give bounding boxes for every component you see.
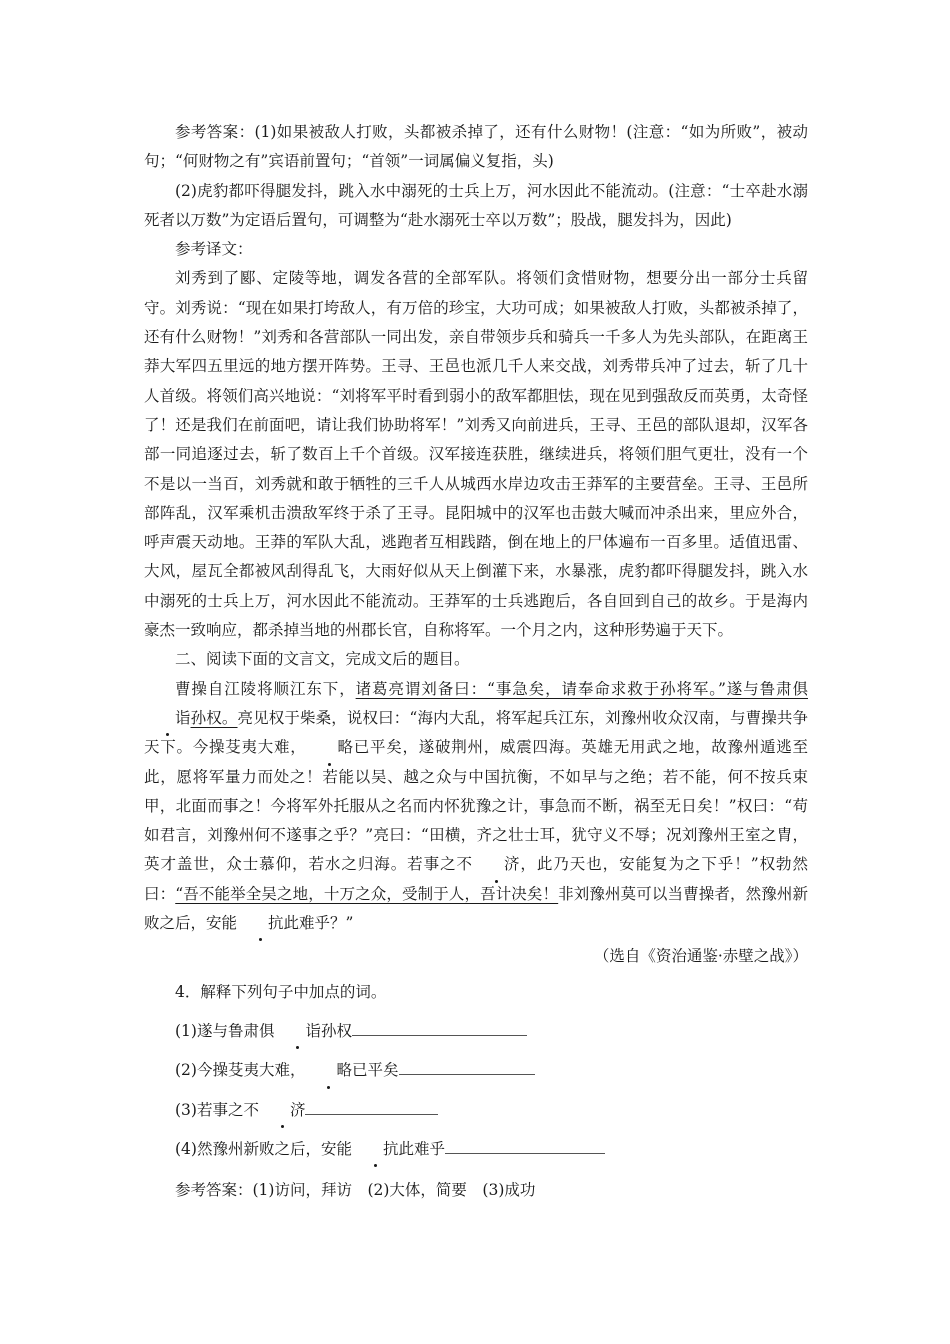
item-text: 此难乎 bbox=[398, 1139, 445, 1158]
question-4-item-2 bbox=[144, 1056, 808, 1085]
passage-text: 亮见权于柴桑，说权曰：“海内大乱，将军起兵江东，刘豫州收众汉南，与曹操共争天下。今操芟夷大难， bbox=[144, 708, 808, 757]
answer-blank[interactable] bbox=[445, 1135, 605, 1154]
answer-blank[interactable] bbox=[305, 1096, 438, 1115]
dotted-word: 济 bbox=[473, 850, 520, 879]
passage-text: 此难乎？” bbox=[283, 914, 354, 933]
source-citation: （选自《资治通鉴·赤壁之战》） bbox=[593, 947, 808, 966]
passage-text: 已平矣，遂破荆州，威震四海。英雄无用武之地，故豫州遁逃至此，愿将军量力而处之！若能以吴、越之众与中国抗衡，不如早与之绝；若不能，何不按兵束甲，北面而事之！今将军外托服从之名而内怀犹豫之计，事急而不断，祸至无日矣！”权曰：“苟如君言，刘豫州何不遂事之乎？”亮曰：“田横，齐之壮士耳，犹守义不辱；况刘豫州王室之胄，英才盖世，众士慕仰，若水之归海。若事之不 bbox=[144, 738, 808, 874]
section-heading: 二、阅读下面的文言文，完成文后的题目。 bbox=[175, 650, 470, 669]
dotted-word: 抗 bbox=[352, 1135, 399, 1164]
dotted-word: 略 bbox=[307, 733, 354, 762]
dotted-word: 诣 bbox=[274, 1017, 321, 1046]
dotted-word: 诣 bbox=[144, 704, 191, 733]
passage-text: ，此乃天也，安能复为之下乎！”权勃然曰： bbox=[144, 855, 808, 903]
passage-text: 孙权。 bbox=[190, 708, 238, 727]
passage-text: 曹操自江陵将顺江东下， bbox=[175, 679, 356, 698]
passage-text: 诸葛亮谓刘备曰：“事急矣，请奉命求救于孙将军。”遂与鲁肃俱 bbox=[355, 679, 808, 698]
item-text: (3)若事之不 bbox=[175, 1100, 259, 1119]
question-4-title: 4．解释下列句子中加点的词。 bbox=[175, 982, 387, 1001]
answer-4: 参考答案：(1)访问，拜访 (2)大体，简要 (3)成功 bbox=[175, 1181, 536, 1200]
question-4-item-3 bbox=[144, 1096, 808, 1125]
item-text: 孙权 bbox=[320, 1021, 352, 1040]
question-4-item-1 bbox=[144, 1017, 808, 1046]
item-text: 已平矣 bbox=[351, 1061, 399, 1080]
answer-blank[interactable] bbox=[352, 1017, 527, 1036]
passage-text: 非刘豫州莫可以当曹操者，然豫州新败之后，安能 bbox=[144, 884, 808, 933]
item-text: (2)今操芟夷大难， bbox=[175, 1061, 306, 1080]
answer-2: (2)虎豹都吓得腿发抖，跳入水中溺死的士兵上万，河水因此不能流动。(注意：“士卒赴水溺死者以万数”为定语后置句，可调整为“赴水溺死士卒以万数”；股战，腿发抖为，因此) bbox=[144, 181, 808, 229]
classical-passage bbox=[144, 675, 808, 939]
answer-blank[interactable] bbox=[399, 1056, 535, 1075]
dotted-word: 济 bbox=[259, 1096, 306, 1125]
answer-1: 参考答案：(1)如果被敌人打败，头都被杀掉了，还有什么财物！(注意：“如为所败”，被动句；“何财物之有”宾语前置句；“首领”一词属偏义复指，头) bbox=[144, 123, 808, 171]
translation-label: 参考译文： bbox=[175, 240, 253, 259]
question-4-item-4 bbox=[144, 1135, 808, 1164]
dotted-word: 抗 bbox=[237, 909, 284, 938]
translation-text: 刘秀到了郾、定陵等地，调发各营的全部军队。将领们贪惜财物，想要分出一部分士兵留守。刘秀说：“现在如果打垮敌人，有万倍的珍宝，大功可成；如果被敌人打败，头都被杀掉了，还有什么财物！”刘秀和各营部队一同出发，亲自带领步兵和骑兵一千多人为先头部队，在距离王莽大军四五里远的地方摆开阵势。王寻、王邑也派几千人来交战，刘秀带兵冲了过去，斩了几十人首级。将领们高兴地说：“刘将军平时看到弱小的敌军都胆怯，现在见到强敌反而英勇，太奇怪了！还是我们在前面吧，请让我们协助将军！”刘秀又向前进兵，王寻、王邑的部队退却，汉军各部一同追逐过去，斩了数百上千个首级。汉军接连获胜，继续进兵，将领们胆气更壮，没有一个不是以一当百，刘秀就和敢于牺牲的三千人从城西水岸边攻击王莽军的主要营垒。王寻、王邑所部阵乱，汉军乘机击溃敌军终于杀了王寻。昆阳城中的汉军也击鼓大喊而冲杀出来，里应外合，呼声震天动地。王莽的军队大乱，逃跑者互相践踏，倒在地上的尸体遍布一百多里。适值迅雷、大风，屋瓦全都被风刮得乱飞，大雨好似从天上倒灌下来，水暴涨，虎豹都吓得腿发抖，跳入水中溺死的士兵上万，河水因此不能流动。王莽军的士兵逃跑后，各自回到自己的故乡。于是海内豪杰一致响应，都杀掉当地的州郡长官，自称将军。一个月之内，这种形势遍于天下。 bbox=[144, 269, 808, 640]
item-text: (4)然豫州新败之后，安能 bbox=[175, 1139, 352, 1158]
document-page bbox=[144, 118, 808, 1205]
underlined-sentence-2: “吾不能举全吴之地，十万之众，受制于人，吾计决矣！ bbox=[175, 884, 559, 903]
item-text: (1)遂与鲁肃俱 bbox=[175, 1021, 275, 1040]
dotted-word: 略 bbox=[305, 1056, 352, 1085]
